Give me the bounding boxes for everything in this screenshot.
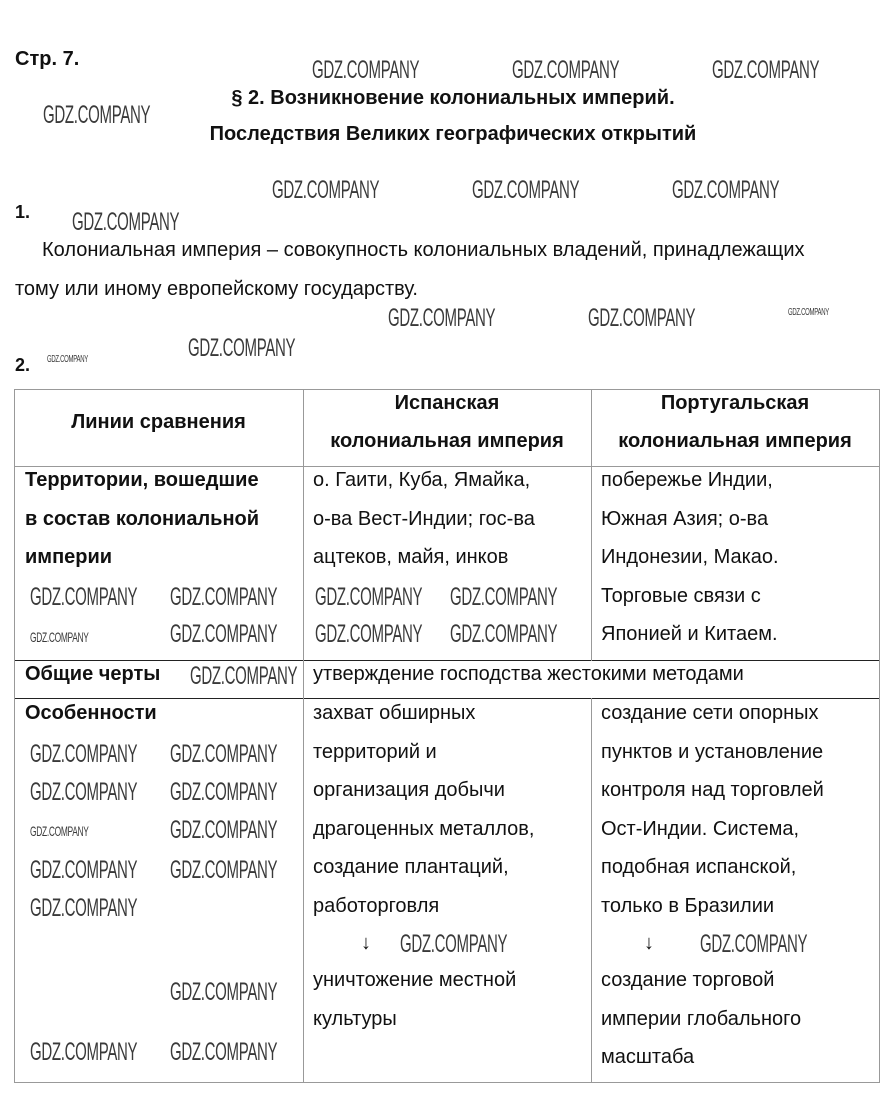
text-line: уничтожение местной bbox=[313, 969, 517, 991]
text-line: империи глобального bbox=[601, 1007, 802, 1030]
portugal-result bbox=[601, 961, 801, 1077]
header-line: Испанская bbox=[394, 392, 500, 414]
text-line: Торговые связи с bbox=[601, 584, 761, 607]
watermark: GDZ.COMPANY bbox=[30, 856, 138, 884]
text-line: в состав колониальной bbox=[25, 507, 260, 530]
task-1-text-line2: тому или иному европейскому государству. bbox=[15, 278, 418, 300]
watermark: GDZ.COMPANY bbox=[30, 894, 138, 922]
watermark: GDZ.COMPANY bbox=[170, 620, 278, 648]
text-line: пунктов и установление bbox=[601, 740, 824, 763]
header-line: колониальная империя bbox=[618, 430, 852, 452]
watermark: GDZ.COMPANY bbox=[170, 1038, 278, 1066]
watermark: GDZ.COMPANY bbox=[672, 176, 780, 204]
text-line: захват обширных bbox=[313, 702, 476, 724]
text-line: Территории, вошедшие bbox=[25, 469, 259, 491]
task-1-text-line1: Колониальная империя – совокупность колониальных владений, принадлежащих bbox=[42, 239, 805, 261]
watermark: GDZ.COMPANY bbox=[30, 823, 89, 839]
watermark: GDZ.COMPANY bbox=[72, 208, 180, 236]
text-line: работорговля bbox=[313, 894, 440, 917]
watermark: GDZ.COMPANY bbox=[30, 740, 138, 768]
watermark: GDZ.COMPANY bbox=[170, 778, 278, 806]
arrow-down-icon: ↓ bbox=[361, 932, 371, 954]
column-divider bbox=[591, 698, 592, 1082]
watermark: GDZ.COMPANY bbox=[188, 334, 296, 362]
text-line: побережье Индии, bbox=[601, 469, 773, 491]
text-line: контроля над торговлей bbox=[601, 779, 824, 801]
watermark: GDZ.COMPANY bbox=[450, 620, 558, 648]
header-spanish-empire bbox=[303, 384, 591, 460]
watermark: GDZ.COMPANY bbox=[30, 1038, 138, 1066]
text-line: Южная Азия; о-ва bbox=[601, 507, 769, 530]
text-line: драгоценных металлов, bbox=[313, 817, 535, 840]
text-line: империи bbox=[25, 546, 113, 568]
column-divider bbox=[14, 389, 15, 1083]
spain-territories bbox=[313, 461, 535, 577]
watermark: GDZ.COMPANY bbox=[272, 176, 380, 204]
watermark: GDZ.COMPANY bbox=[588, 304, 696, 332]
page-reference: Стр. 7. bbox=[15, 48, 80, 70]
row-label-common: Общие черты bbox=[25, 663, 161, 685]
section-title: § 2. Возникновение колониальных империй. bbox=[231, 87, 675, 109]
watermark: GDZ.COMPANY bbox=[170, 978, 278, 1006]
watermark: GDZ.COMPANY bbox=[30, 778, 138, 806]
text-line: масштаба bbox=[601, 1046, 695, 1068]
header-line: колониальная империя bbox=[330, 430, 564, 452]
text-line: только в Бразилии bbox=[601, 894, 775, 917]
watermark: GDZ.COMPANY bbox=[30, 629, 89, 645]
text-line: Японией и Китаем. bbox=[601, 623, 778, 645]
watermark: GDZ.COMPANY bbox=[47, 354, 88, 365]
text-line: территорий и bbox=[313, 740, 437, 763]
text-line: Индонезии, Макао. bbox=[601, 546, 779, 568]
watermark: GDZ.COMPANY bbox=[43, 101, 151, 129]
watermark: GDZ.COMPANY bbox=[450, 583, 558, 611]
text-line: Ост-Индии. Система, bbox=[601, 817, 800, 840]
watermark: GDZ.COMPANY bbox=[512, 56, 620, 84]
row-label-features: Особенности bbox=[25, 702, 157, 724]
watermark: GDZ.COMPANY bbox=[712, 56, 820, 84]
text-line: о. Гаити, Куба, Ямайка, bbox=[313, 469, 531, 491]
text-line: ацтеков, майя, инков bbox=[313, 546, 509, 568]
task-2-number: 2. bbox=[15, 355, 31, 375]
watermark: GDZ.COMPANY bbox=[700, 930, 808, 958]
watermark: GDZ.COMPANY bbox=[170, 816, 278, 844]
header-comparison-lines: Линии сравнения bbox=[71, 411, 246, 433]
task-1-number: 1. bbox=[15, 202, 31, 222]
spain-result bbox=[313, 961, 516, 1038]
text-line: создание сети опорных bbox=[601, 702, 819, 724]
text-line: подобная испанской, bbox=[601, 856, 797, 878]
watermark: GDZ.COMPANY bbox=[315, 620, 423, 648]
arrow-down-icon: ↓ bbox=[644, 932, 654, 954]
watermark: GDZ.COMPANY bbox=[400, 930, 508, 958]
spain-features bbox=[313, 694, 534, 925]
watermark: GDZ.COMPANY bbox=[788, 307, 829, 318]
header-line: Португальская bbox=[660, 392, 810, 414]
table-border-bottom bbox=[14, 1082, 880, 1083]
column-divider bbox=[879, 389, 880, 1083]
portugal-territories bbox=[601, 461, 779, 654]
header-portuguese-empire bbox=[591, 384, 879, 460]
watermark: GDZ.COMPANY bbox=[190, 662, 298, 690]
watermark: GDZ.COMPANY bbox=[312, 56, 420, 84]
text-line: о-ва Вест-Индии; гос-ва bbox=[313, 507, 535, 530]
watermark: GDZ.COMPANY bbox=[170, 583, 278, 611]
section-subtitle: Последствия Великих географических открытий bbox=[209, 123, 697, 145]
column-divider bbox=[303, 389, 304, 1083]
watermark: GDZ.COMPANY bbox=[388, 304, 496, 332]
watermark: GDZ.COMPANY bbox=[170, 856, 278, 884]
row-label-territories bbox=[25, 461, 259, 577]
common-features: утверждение господства жестокими методами bbox=[313, 663, 744, 685]
text-line: культуры bbox=[313, 1007, 397, 1030]
watermark: GDZ.COMPANY bbox=[170, 740, 278, 768]
text-line: создание плантаций, bbox=[313, 856, 509, 878]
watermark: GDZ.COMPANY bbox=[30, 583, 138, 611]
watermark: GDZ.COMPANY bbox=[315, 583, 423, 611]
text-line: организация добычи bbox=[313, 779, 505, 801]
text-line: создание торговой bbox=[601, 969, 775, 991]
watermark: GDZ.COMPANY bbox=[472, 176, 580, 204]
portugal-features bbox=[601, 694, 824, 925]
